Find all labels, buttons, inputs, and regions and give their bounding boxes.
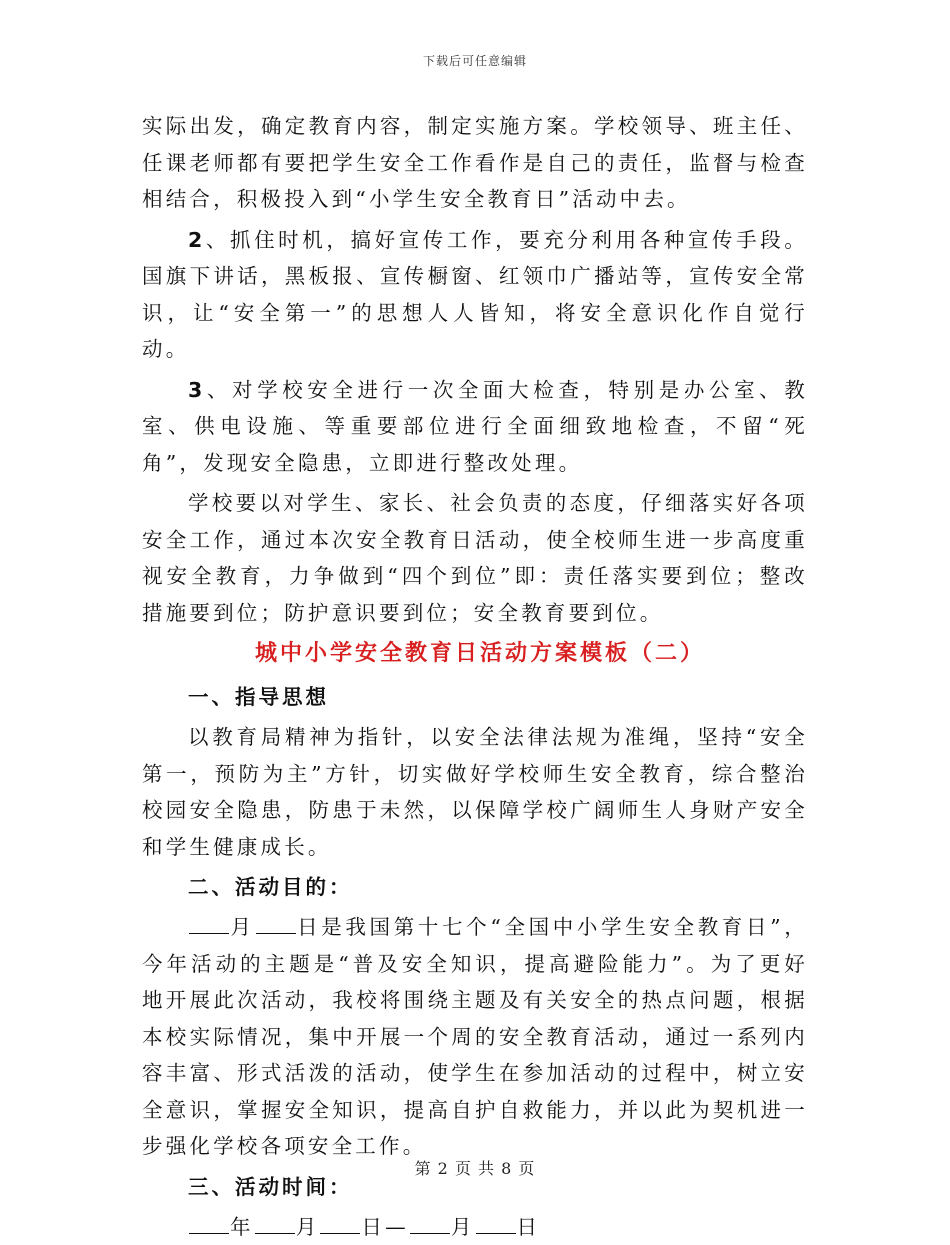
paragraph-summary: 学校要以对学生、家长、社会负责的态度，仔细落实好各项安全工作，通过本次安全教育日活动，使全校师生进一步高度重视安全教育，力争做到“四个到位”即：责任落实要到位；整改措施要到位；防护意识要到位；安全教育要到位。 — [142, 485, 808, 631]
paragraph-continuation: 实际出发，确定教育内容，制定实施方案。学校领导、班主任、任课老师都有要把学生安全工作看作是自己的责任，监督与检查相结合，积极投入到“小学生安全教育日”活动中去。 — [142, 108, 808, 218]
section-heading-guiding-thought: 一、指导思想 — [142, 675, 808, 719]
item-text-3: 、对学校安全进行一次全面大检查，特别是办公室、教室、供电设施、等重要部位进行全面细致地检查，不留“死角”，发现安全隐患，立即进行整改处理。 — [142, 378, 808, 475]
date-blank — [256, 913, 296, 934]
item-text-2: 、抓住时机，搞好宣传工作，要充分利用各种宣传手段。国旗下讲话，黑板报、宣传橱窗、红领巾广播站等，宣传安全常识，让“安全第一”的思想人人皆知，将安全意识化作自觉行动。 — [142, 228, 808, 362]
day-dash-char: 日— — [361, 1215, 408, 1239]
item-number-2: 2 — [188, 228, 205, 252]
purpose-text: 日是我国第十七个“全国中小学生安全教育日”，今年活动的主题是“普及安全知识，提高避险能力”。为了更好地开展此次活动，我校将围绕主题及有关安全的热点问题，根据本校实际情况，集中开展一个周的安全教育活动，通过一系列内容丰富、形式活泼的活动，使学生在参加活动的过程中，树立安全意识，掌握安全知识，提高自护自救能力，并以此为契机进一步强化学校各项安全工作。 — [142, 915, 808, 1158]
item-number-3: 3 — [188, 378, 205, 402]
document-body — [142, 108, 808, 1245]
date-blank — [255, 1213, 295, 1234]
section-text-guiding-thought: 以教育局精神为指针，以安全法律法规为准绳，坚持“安全第一，预防为主”方针，切实做好学校师生安全教育，综合整治校园安全隐患，防患于未然，以保障学校广阔师生人身财产安全和学生健康成长。 — [142, 719, 808, 865]
month-char-2: 月 — [451, 1215, 475, 1239]
paragraph-item-2 — [142, 222, 808, 368]
section-heading-purpose: 二、活动目的： — [142, 865, 808, 909]
date-blank — [410, 1213, 450, 1234]
date-blank — [189, 1213, 229, 1234]
section-heading-time: 三、活动时间： — [142, 1165, 808, 1209]
section-text-time — [142, 1209, 808, 1245]
day-char: 日 — [517, 1215, 541, 1239]
section-text-purpose — [142, 909, 808, 1165]
month-char: 月 — [296, 1215, 320, 1239]
date-blank — [189, 913, 229, 934]
document-title: 城中小学安全教育日活动方案模板（二） — [142, 631, 808, 675]
month-char: 月 — [230, 915, 255, 939]
year-char: 年 — [230, 1215, 254, 1239]
header-note: 下载后可任意编辑 — [0, 52, 950, 69]
page-footer: 第 2 页 共 8 页 — [0, 1156, 950, 1179]
date-blank — [320, 1213, 360, 1234]
paragraph-item-3 — [142, 372, 808, 482]
date-blank — [476, 1213, 516, 1234]
